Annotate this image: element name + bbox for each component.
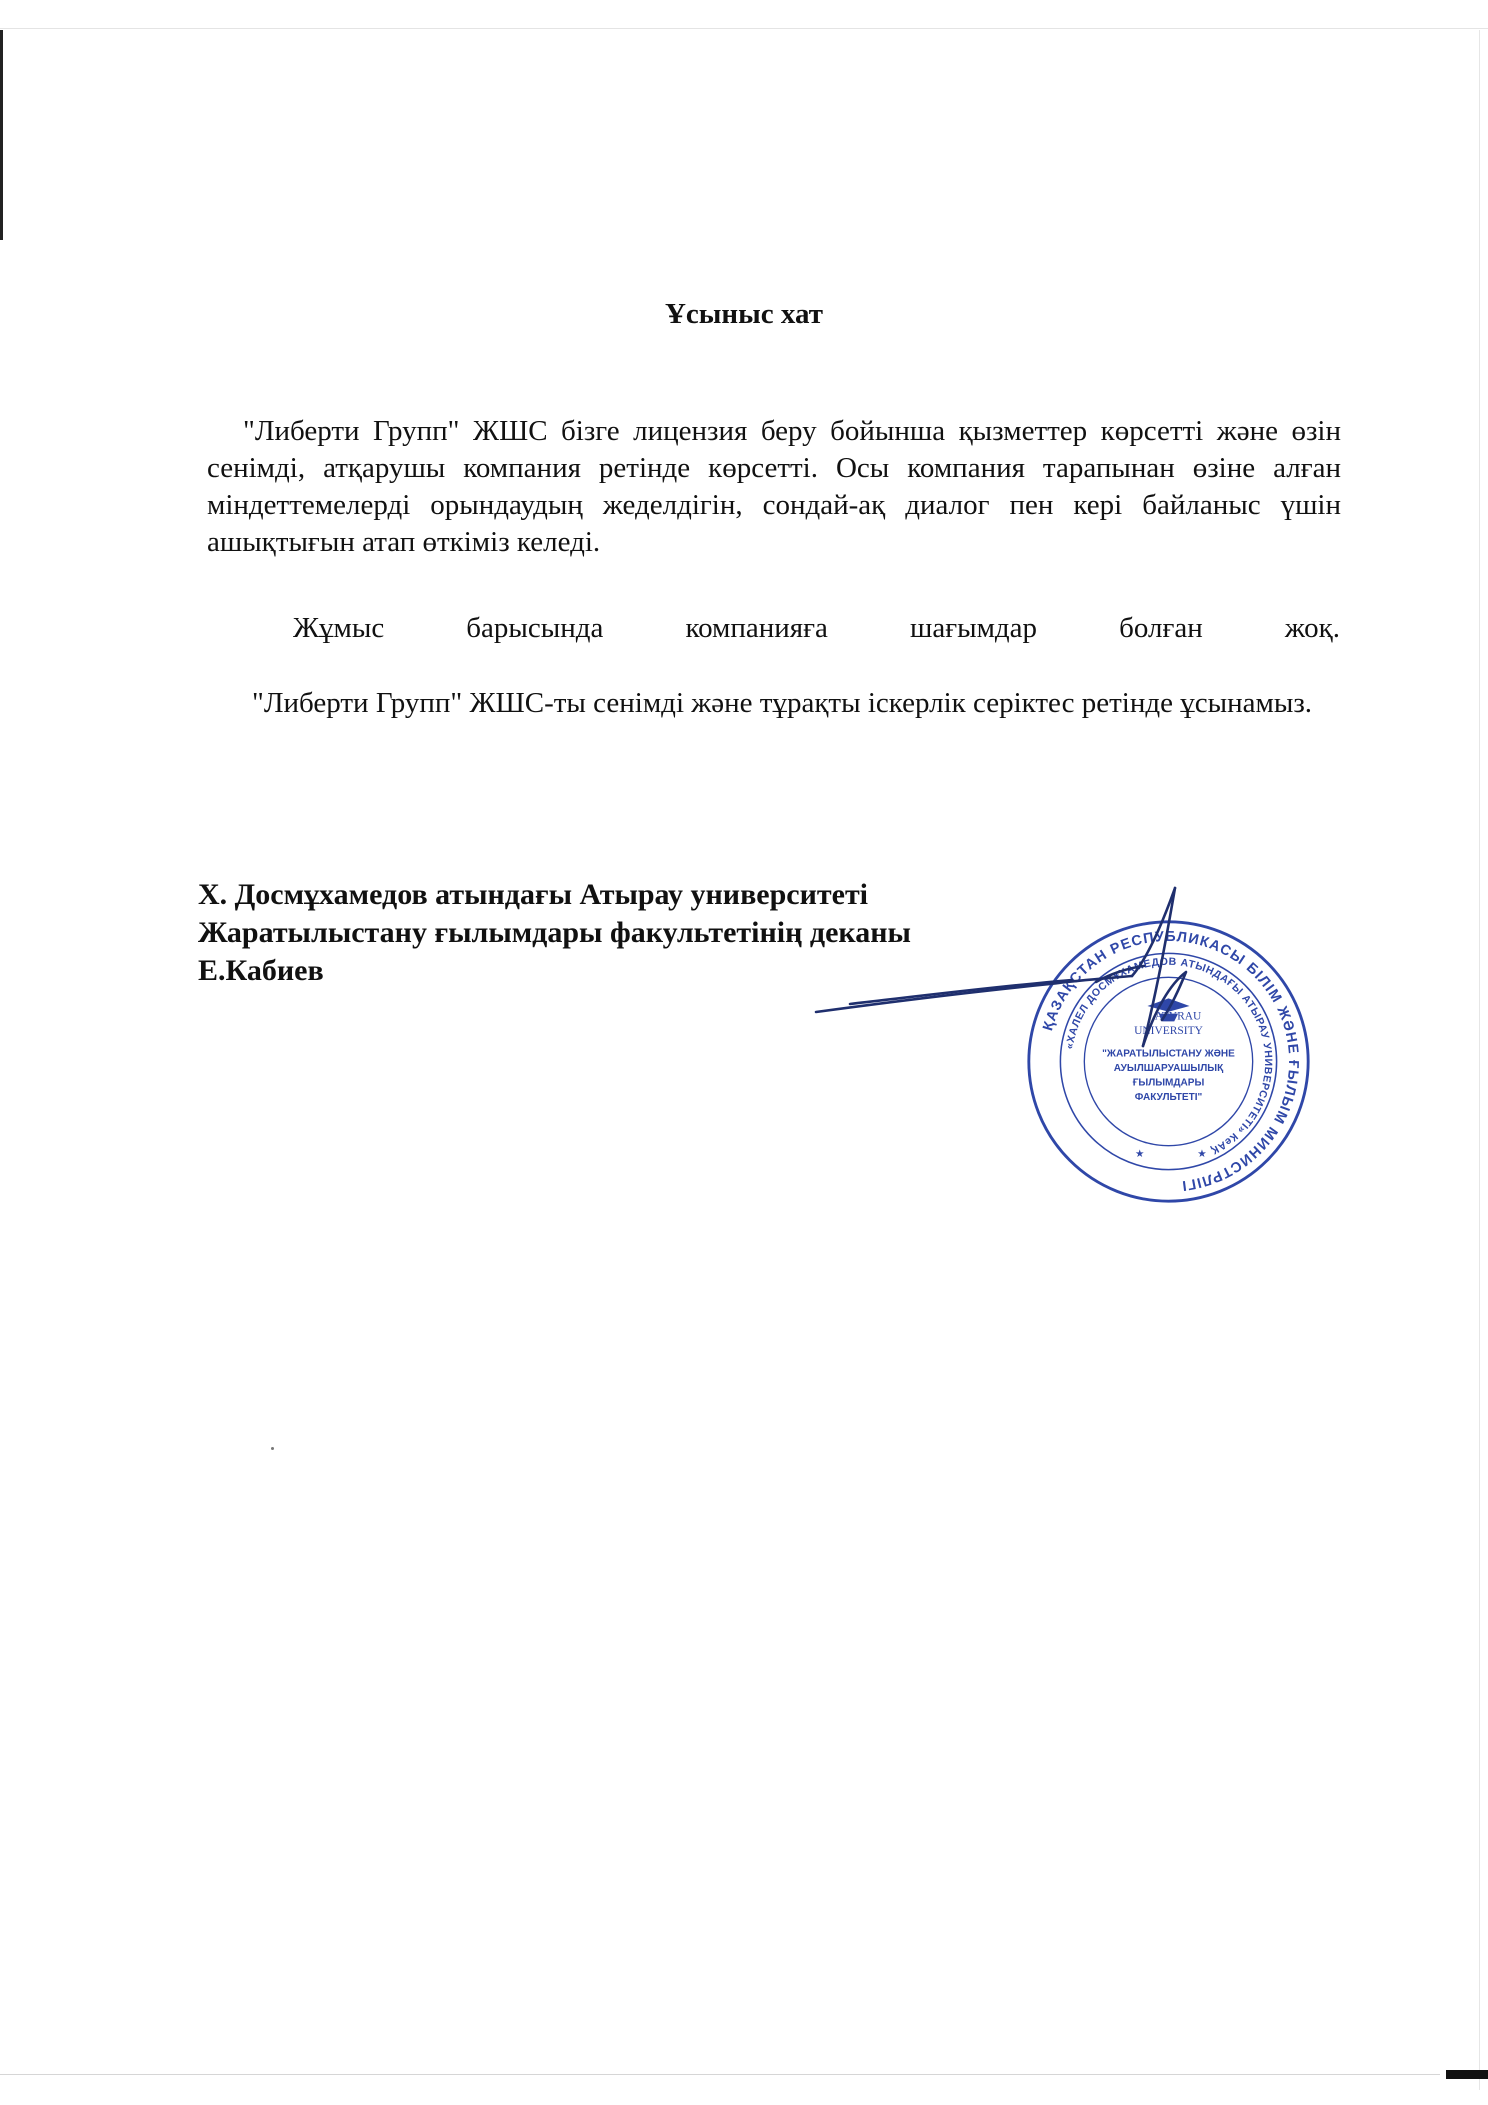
scan-edge-right (1479, 30, 1480, 2090)
stamp-center-line-3: ҒЫЛЫМДАРЫ (1132, 1077, 1205, 1089)
paragraph-3: "Либерти Групп" ЖШС-ты сенімді және тұрақты іскерлік серіктес ретінде ұсынамыз. (252, 687, 1313, 719)
scan-edge-top (0, 28, 1488, 29)
scan-speck (271, 1447, 274, 1450)
scan-mark-bottom (1446, 2070, 1488, 2079)
stamp-center-line-4: ФАКУЛЬТЕТІ" (1134, 1091, 1203, 1103)
signatory-block (198, 876, 911, 990)
stamp-star-icon: ★ (1197, 1148, 1207, 1161)
paragraph-1-block (207, 413, 1341, 561)
handwritten-signature (810, 880, 1230, 1140)
stamp-logo-line-1: ATYRAU (1154, 1010, 1202, 1023)
stamp-star-icon: ★ (1135, 1148, 1145, 1161)
paragraph-1: "Либерти Групп" ЖШС бізге лицензия беру бойынша қызметтер көрсетті және өзін сенімді, атқарушы компания ретінде көрсетті. Осы компания тарапынан өзіне алған міндеттемелерді орындаудың жеделдігін, сондай-ақ диалог пен кері байланыс үшін ашықтығын атап өткіміз келеді. (207, 415, 1341, 558)
signatory-name: Е.Кабиев (198, 954, 324, 987)
letter-title: Ұсыныс хат (664, 298, 824, 330)
scan-edge-left (0, 30, 3, 240)
paragraph-2: Жұмыс барысында компанияға шағымдар болған жоқ. (293, 612, 1340, 644)
paragraph-3-block (207, 685, 1341, 722)
signatory-position: Жаратылыстану ғылымдары факультетінің деканы (198, 916, 911, 949)
stamp-center-line-1: "ЖАРАТЫЛЫСТАНУ ЖӘНЕ (1102, 1048, 1235, 1060)
scan-edge-bottom (0, 2074, 1440, 2075)
signatory-university: Х. Досмұхамедов атындағы Атырау университеті (198, 878, 869, 911)
stamp-center-line-2: АУЫЛШАРУАШЫЛЫҚ (1113, 1063, 1224, 1075)
paragraph-2-block (293, 610, 1340, 647)
stamp-logo-line-2: UNIVERSITY (1134, 1024, 1203, 1037)
stamp-inner-text: «ХАЛЕЛ ДОСМҰХАМЕДОВ АТЫНДАҒЫ АТЫРАУ УНИВЕРСИТЕТІ» КеАҚ (1063, 955, 1275, 1157)
stamp-outer-text: ҚАЗАҚСТАН РЕСПУБЛИКАСЫ БІЛІМ ЖӘНЕ ҒЫЛЫМ МИНИСТРЛІГІ (1040, 928, 1302, 1194)
